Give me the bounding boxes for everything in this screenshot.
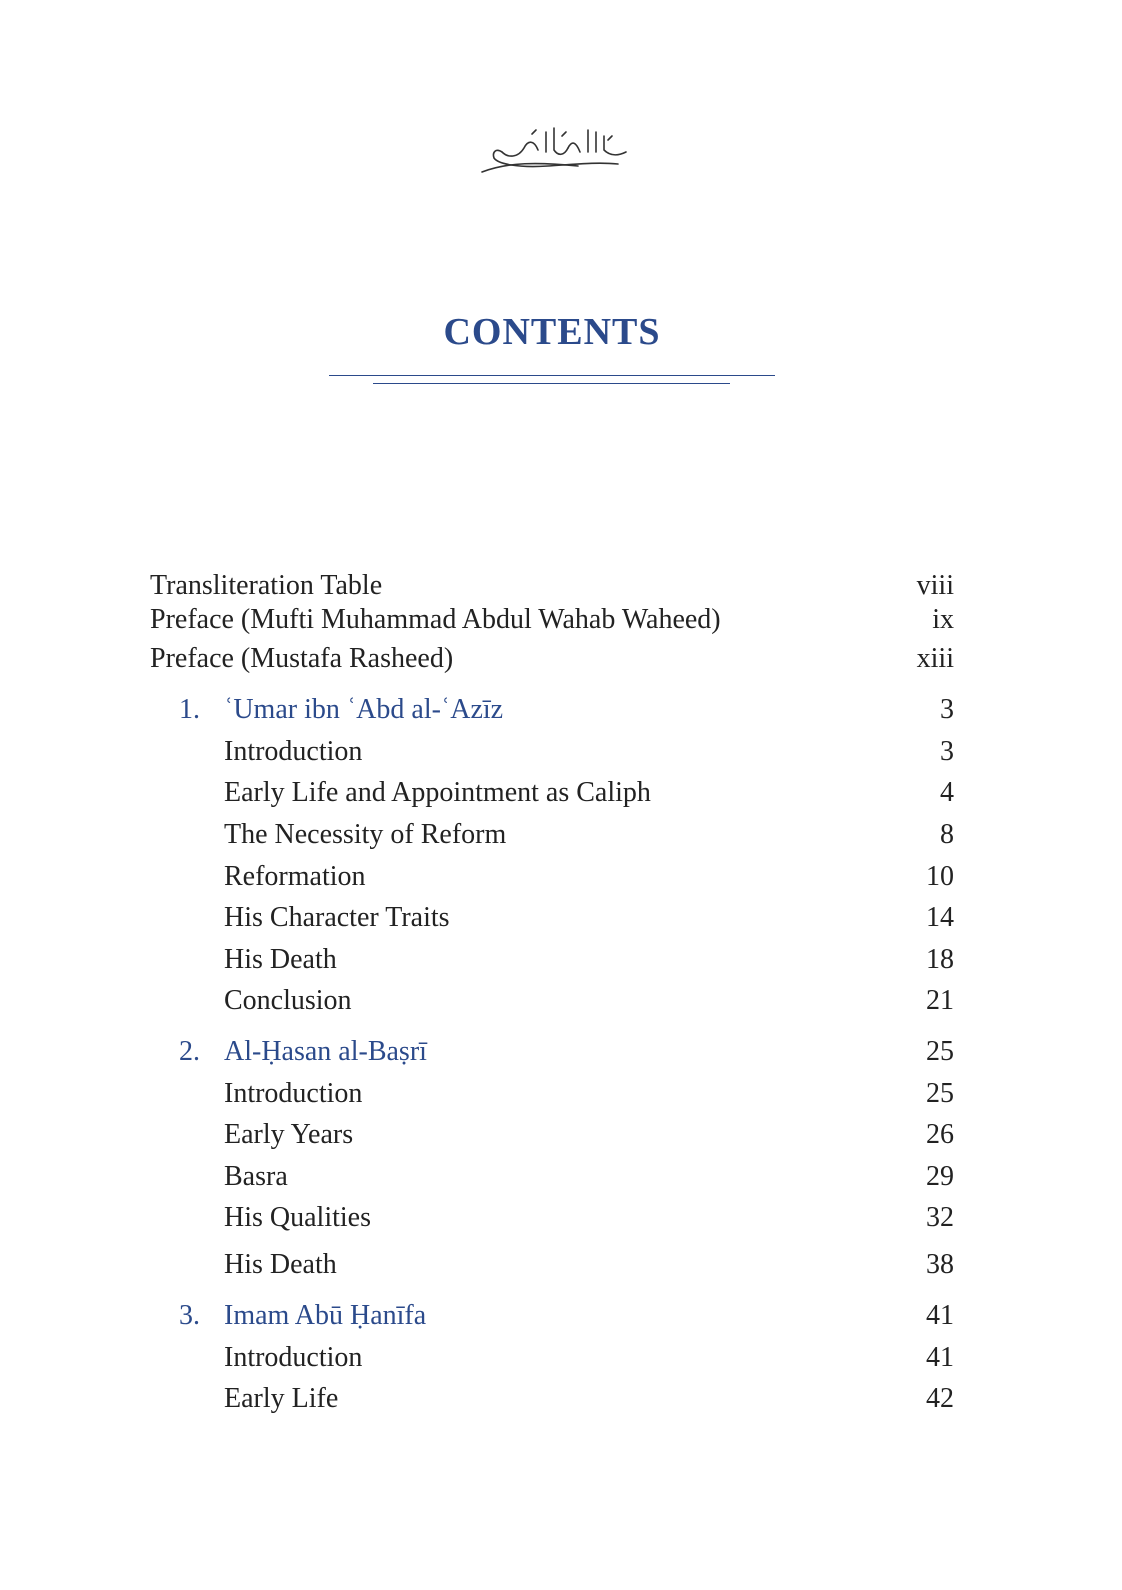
toc-section-page: 10	[926, 861, 954, 892]
toc-section-label: Conclusion	[224, 985, 352, 1016]
toc-section-label: Introduction	[224, 1342, 363, 1373]
toc-section-page: 4	[940, 777, 954, 808]
toc-section-label: Basra	[224, 1161, 288, 1192]
toc-section[interactable]	[150, 1381, 954, 1417]
toc-entry-page: viii	[916, 570, 954, 601]
toc-section[interactable]	[150, 1117, 954, 1153]
toc-section-label: Early Life	[224, 1383, 339, 1414]
chapter-number: 1.	[179, 694, 200, 725]
toc-section-label: Introduction	[224, 736, 363, 767]
toc-section-page: 25	[926, 1078, 954, 1109]
title-underline-long	[329, 375, 775, 376]
title-underline-short	[373, 383, 730, 384]
toc-section-page: 3	[940, 736, 954, 767]
toc-section-label: The Necessity of Reform	[224, 819, 507, 850]
toc-section[interactable]	[150, 1076, 954, 1112]
toc-section-page: 42	[926, 1383, 954, 1414]
toc-section-page: 18	[926, 944, 954, 975]
toc-section[interactable]	[150, 1159, 954, 1195]
toc-section[interactable]	[150, 817, 954, 853]
toc-entry-label: Preface (Mustafa Rasheed)	[150, 643, 454, 674]
toc-section[interactable]	[150, 859, 954, 895]
toc-section[interactable]	[150, 1200, 954, 1236]
toc-section-label: Early Years	[224, 1119, 354, 1150]
basmala-calligraphy-icon	[478, 122, 630, 178]
toc-entry-label: Transliteration Table	[150, 570, 383, 601]
toc-section-page: 14	[926, 902, 954, 933]
toc-section[interactable]	[150, 775, 954, 811]
toc-entry-transliteration[interactable]	[150, 568, 954, 604]
toc-section-page: 29	[926, 1161, 954, 1192]
toc-entry-label: Preface (Mufti Muhammad Abdul Wahab Waheed)	[150, 604, 721, 635]
toc-section[interactable]	[150, 942, 954, 978]
toc-section-label: His Character Traits	[224, 902, 450, 933]
toc-section[interactable]	[150, 734, 954, 770]
toc-chapter-2[interactable]	[150, 1034, 954, 1070]
toc-section-page: 38	[926, 1249, 954, 1280]
toc-entry-page: ix	[932, 604, 954, 635]
chapter-title: Al-Ḥasan al-Baṣrī	[224, 1036, 427, 1067]
toc-section-page: 26	[926, 1119, 954, 1150]
toc-entry-page: xiii	[916, 643, 954, 674]
toc-chapter-3[interactable]	[150, 1298, 954, 1334]
toc-section-label: His Death	[224, 1249, 337, 1280]
toc-section-page: 21	[926, 985, 954, 1016]
chapter-title: Imam Abū Ḥanīfa	[224, 1300, 427, 1331]
toc-section-page: 32	[926, 1202, 954, 1233]
chapter-page: 41	[926, 1300, 954, 1331]
toc-section-label: His Qualities	[224, 1202, 371, 1233]
toc-section-label: His Death	[224, 944, 337, 975]
chapter-page: 25	[926, 1036, 954, 1067]
basmala-calligraphy	[478, 122, 630, 178]
toc-section[interactable]	[150, 1247, 954, 1283]
toc-section-page: 8	[940, 819, 954, 850]
chapter-number: 3.	[179, 1300, 200, 1331]
page-title: CONTENTS	[443, 311, 661, 353]
chapter-title: ʿUmar ibn ʿAbd al-ʿAzīz	[224, 694, 504, 725]
toc-section-page: 41	[926, 1342, 954, 1373]
toc-entry-preface-rasheed[interactable]	[150, 641, 954, 677]
toc-section[interactable]	[150, 1340, 954, 1376]
toc-section-label: Reformation	[224, 861, 366, 892]
toc-entry-preface-waheed[interactable]	[150, 602, 954, 638]
toc-section-label: Introduction	[224, 1078, 363, 1109]
chapter-page: 3	[940, 694, 954, 725]
toc-section[interactable]	[150, 983, 954, 1019]
toc-section-label: Early Life and Appointment as Caliph	[224, 777, 651, 808]
toc-chapter-1[interactable]	[150, 692, 954, 728]
toc-section[interactable]	[150, 900, 954, 936]
chapter-number: 2.	[179, 1036, 200, 1067]
